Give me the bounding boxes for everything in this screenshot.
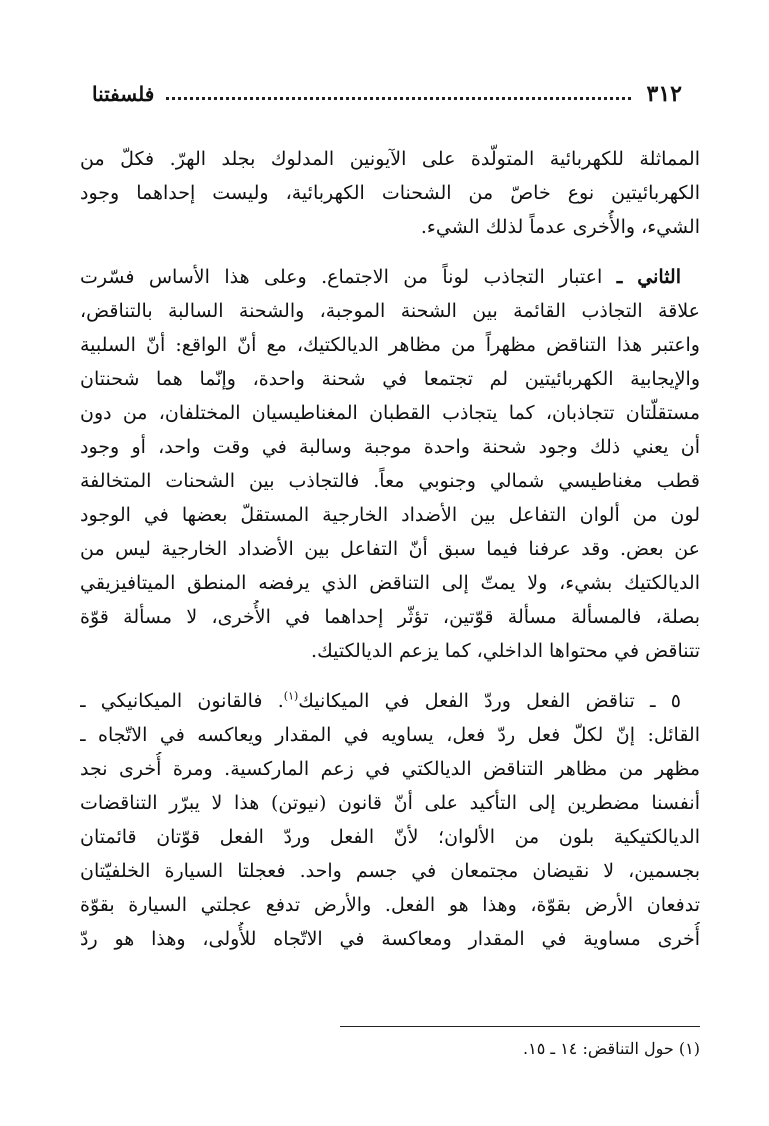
- text-line: بصلة، فالمسألة مسألة قوّتين، تؤثّر إحداهما في الأُخرى، لا مسألة قوّة: [80, 606, 700, 628]
- text-line: أنفسنا مضطرين إلى التأكيد على أنّ قانون (نيوتن) هذا لا يبرّر التناقضات: [80, 792, 700, 814]
- text-line: الديالكتيكية بلون من الألوان؛ لأنّ الفعل وردّ الفعل قوّتان قائمتان: [80, 826, 700, 848]
- text-line-content: اعتبار التجاذب لوناً من الاجتماع. وعلى هذا الأساس فسّرت: [80, 266, 603, 288]
- text-line: [80, 260, 700, 294]
- text-line: أن يعني ذلك وجود شحنة واحدة موجبة وسالبة في وقت واحد، أو وجود: [80, 436, 700, 458]
- text-line: عن بعض. وقد عرفنا فيما سبق أنّ التفاعل بين الأضداد الخارجية ليس من: [80, 538, 700, 560]
- text-line: الديالكتيك بشيء، ولا يمتّ إلى التناقض الذي يرفضه المنطق الميتافيزيقي: [80, 572, 700, 594]
- text-line: واعتبر هذا التناقض مظهراً من مظاهر الديالكتيك، مع أنّ الواقع: أنّ السلبية: [80, 334, 700, 356]
- running-title: فلسفتنا: [92, 82, 155, 106]
- paragraph-gap: [80, 244, 700, 260]
- text-line: علاقة التجاذب القائمة بين الشحنة الموجبة، والشحنة السالبة بالتناقض،: [80, 300, 700, 322]
- text-line-tail: . فالقانون الميكانيكي ـ: [80, 690, 284, 712]
- text-line: بجسمين، لا نقيضان مجتمعان في جسم واحد. فعجلتا السيارة الخلفيّتان: [80, 860, 700, 882]
- paragraph-1: [80, 142, 700, 244]
- text-line: تتناقض في محتواها الداخلي، كما يزعم الديالكتيك.: [311, 640, 700, 662]
- text-line: المماثلة للكهربائية المتولّدة على الآيونين المدلوك بجلد الهرّ. فكلّ من: [80, 148, 700, 170]
- paragraph-gap: [80, 668, 700, 684]
- text-line: قطب مغناطيسي شمالي وجنوبي معاً. فالتجاذب بين الشحنات المتخالفة: [80, 470, 700, 492]
- body-text: [80, 142, 700, 956]
- text-line: مستقلّتان تتجاذبان، كما يتجاذب القطبان المغناطيسيان المختلفان، من دون: [80, 402, 700, 424]
- header-dot-leader: [166, 96, 630, 100]
- text-line: الكهربائيتين نوع خاصّ من الشحنات الكهربائية، وليست إحداهما وجود: [80, 182, 700, 204]
- text-line: مظهر من مظاهر التناقض الديالكتي في زعم الماركسية. ومرة أُخرى نجد: [80, 758, 700, 780]
- footnote-divider: [340, 1026, 700, 1027]
- footnote: (١) حول التناقض: ١٤ ـ ١٥.: [523, 1039, 700, 1058]
- text-line: والإيجابية الكهربائيتين لم تجتمعا في شحنة واحدة، وإنّما هما شحنتان: [80, 368, 700, 390]
- text-line: أُخرى مساوية في المقدار ومعاكسة في الاتّجاه للأُولى، وهذا هو ردّ: [80, 928, 700, 950]
- page-number: ٣١٢: [646, 81, 682, 107]
- page-header: [92, 78, 682, 108]
- paragraph-3: [80, 684, 700, 956]
- text-line: القائل: إنّ لكلّ فعل ردّ فعل، يساويه في المقدار ويعاكسه في الاتّجاه ـ: [80, 724, 700, 746]
- text-line: لون من ألوان التفاعل بين الأضداد الخارجية المستقلّ بعضها في الوجود: [80, 504, 700, 526]
- footnote-reference[interactable]: (١): [283, 689, 299, 703]
- paragraph-2: [80, 260, 700, 668]
- text-line-content: ٥ ـ تناقض الفعل وردّ الفعل في الميكانيك: [298, 690, 681, 712]
- text-line: تدفعان الأرض بقوّة، وهذا هو الفعل. والأرض تدفع عجلتي السيارة بقوّة: [80, 894, 700, 916]
- text-line: الشيء، والأُخرى عدماً لذلك الشيء.: [420, 216, 700, 238]
- paragraph-lead: الثاني ـ: [616, 266, 681, 288]
- text-line: [80, 684, 700, 718]
